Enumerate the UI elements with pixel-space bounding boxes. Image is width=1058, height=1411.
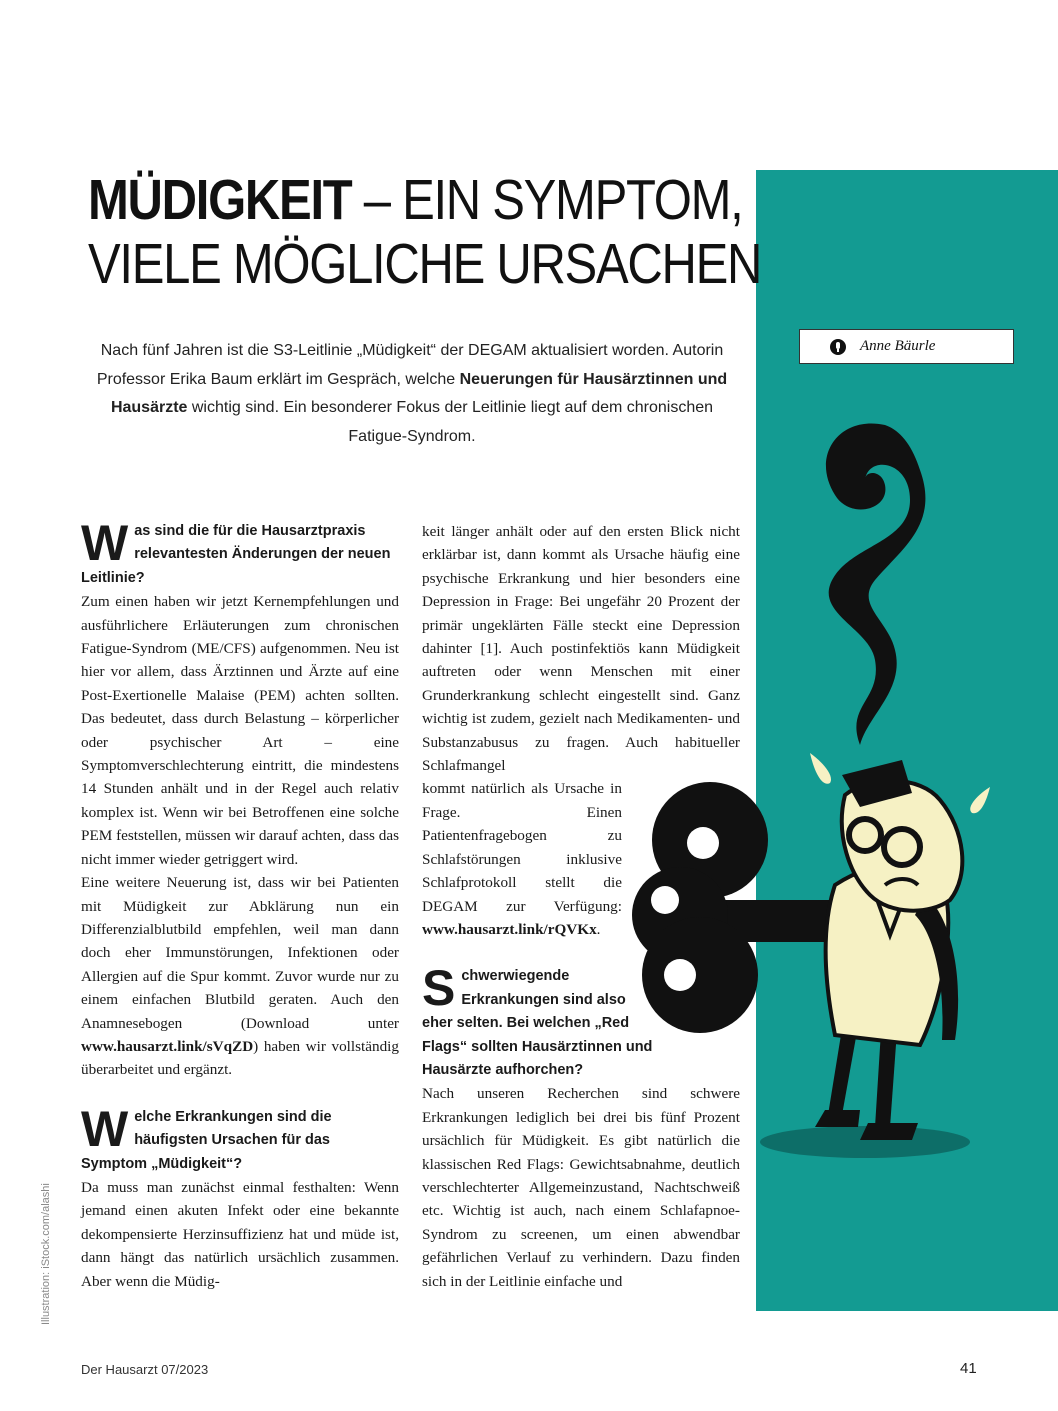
text-column-1 — [81, 515, 399, 1293]
answer-paragraph: Nach unseren Recherchen sind schwere Erkrankungen lediglich bei drei bis fünf Prozent ursächlich für Müdigkeit. Es gibt natürlich die klassischen Red Flags: Gewichtsabnahme, deutlich verschlechterter Allgemeinzustand, Nachtschweiß etc. Wichtig ist auch, nach einem Schlafapnoe-Syndrom zu screenen, um einen abwendbar gefährlichen Verlauf zu verhindern. Dazu finden sich in der Leitlinie einfache und — [422, 1085, 740, 1290]
dropcap: W — [81, 1100, 129, 1157]
key-ring-hole — [651, 886, 679, 914]
key-ring — [642, 917, 758, 1033]
key-ring-hole — [687, 827, 719, 859]
author-name: Anne Bäurle — [860, 338, 936, 354]
answer-text: . — [596, 920, 601, 938]
questionnaire-link[interactable]: www.hausarzt.link/rQVKx — [422, 920, 597, 938]
answer-text: ) haben wir vollständig überarbeitet und ergänzt. — [81, 1037, 399, 1079]
title-keyword: MÜDIGKEIT — [88, 168, 352, 232]
author-box — [799, 329, 1014, 364]
title-line2: VIELE MÖGLICHE URSACHEN — [88, 232, 762, 296]
answer-paragraph: keit länger anhält oder auf den ersten Blick nicht erklärbar ist, dann kommt als Ursache häufig eine psychische Erkrankung und hier besonders eine Depression in Frage: Bei ungefähr 20 Prozent der primär ungeklärten Fälle steckt eine Depression dahinter [1]. Auch postinfektiös kann Müdigkeit auftreten oder wenn Menschen mit einer Grunderkrankung schlecht eingestellt sind. Ganz wichtig ist zudem, gezielt nach Medikamenten- und Substanzabusus zu fragen. Auch habitueller Schlafmangel — [422, 523, 740, 775]
dropcap: W — [81, 515, 129, 571]
key-ring-hole — [664, 959, 696, 991]
page-number: 41 — [960, 1360, 977, 1377]
article-title — [88, 168, 762, 296]
shoe — [815, 1110, 860, 1127]
answer-text: kommt natürlich als Ursache in Frage. Einen Patientenfragebogen zu Schlafstörungen inklusive Schlafprotokoll stellt die DEGAM zur Verfügung: — [422, 780, 622, 915]
answer-text: Eine weitere Neuerung ist, dass wir bei Patienten mit Müdigkeit zur Abklärung nun ein Differenzialblutbild empfehlen, weil man dann doch eher Immunstörungen, Infektionen oder Allergien auf die Spur kommt. Zuvor wurde nur zu einem einfachen Blutbild geraten. Auch den Anamnesebogen (Download unter — [81, 874, 399, 1032]
question-text: as sind die für die Hausarztpraxis relevantesten Änderungen der neuen Leitlinie? — [81, 523, 391, 586]
download-link[interactable]: www.hausarzt.link/sVqZD — [81, 1037, 254, 1055]
sweat-drop — [970, 787, 990, 813]
intro-bold: Neuerungen für Hausärztinnen und Hausärzte — [110, 370, 728, 416]
question-1 — [81, 515, 399, 590]
answer-paragraph — [81, 871, 399, 1082]
question-text: chwerwiegende Erkrankungen sind also eher selten. Bei welchen „Red Flags“ sollten Hausärztinnen und Hausärzte aufhorchen? — [422, 968, 653, 1078]
sweat-drop — [810, 753, 831, 784]
smoke-shape — [826, 423, 925, 745]
shoe — [860, 1123, 918, 1140]
mic-icon — [830, 339, 846, 355]
intro-part2: wichtig sind. Ein besonderer Fokus der Leitlinie liegt auf dem chronischen Fatigue-Syndrom. — [187, 399, 714, 445]
intro-part1: Nach fünf Jahren ist die S3-Leitlinie „Müdigkeit“ der DEGAM aktualisiert worden. Autorin Professor Erika Baum erklärt im Gespräch, welche — [96, 342, 724, 388]
title-line1-rest: – EIN SYMPTOM, — [351, 168, 743, 232]
question-2 — [81, 1100, 399, 1176]
answer-paragraph: Da muss man zunächst einmal festhalten: Wenn jemand einen akuten Infekt oder eine bekannte dekompensierte Herzinsuffizienz hat und müde ist, dann hängt das natürlich ursächlich zusammen. Aber wenn die Müdig- — [81, 1178, 399, 1290]
question-text: elche Erkrankungen sind die häufigsten Ursachen für das Symptom „Müdigkeit“? — [81, 1108, 332, 1172]
illustration-credit: Illustration: iStock.com/alashi — [40, 1183, 52, 1325]
glasses-bridge — [880, 840, 885, 843]
answer-paragraph: Zum einen haben wir jetzt Kernempfehlungen und ausführlichere Erläuterungen zum chronischen Fatigue-Syndrom (ME/CFS) aufgenommen. Neu ist hier vor allem, dass Ärztinnen und Ärzte auf eine Post-Exertionelle Malaise (PEM) achten sollten. Das bedeutet, dass durch Belastung – körperlicher oder psychischer Art – eine Symptomverschlechterung eintritt, die mindestens 14 Stunden anhält und in der Regel auch relativ komplex ist. Wenn wir bei Betroffenen eine solche PEM feststellen, müssen wir darauf achten, dass das nicht immer wieder getriggert wird. — [81, 593, 399, 868]
tired-man-illustration — [620, 415, 1010, 1165]
dropcap: S — [422, 960, 456, 1017]
answer-paragraph — [422, 777, 622, 941]
journal-footer: Der Hausarzt 07/2023 — [81, 1362, 209, 1377]
